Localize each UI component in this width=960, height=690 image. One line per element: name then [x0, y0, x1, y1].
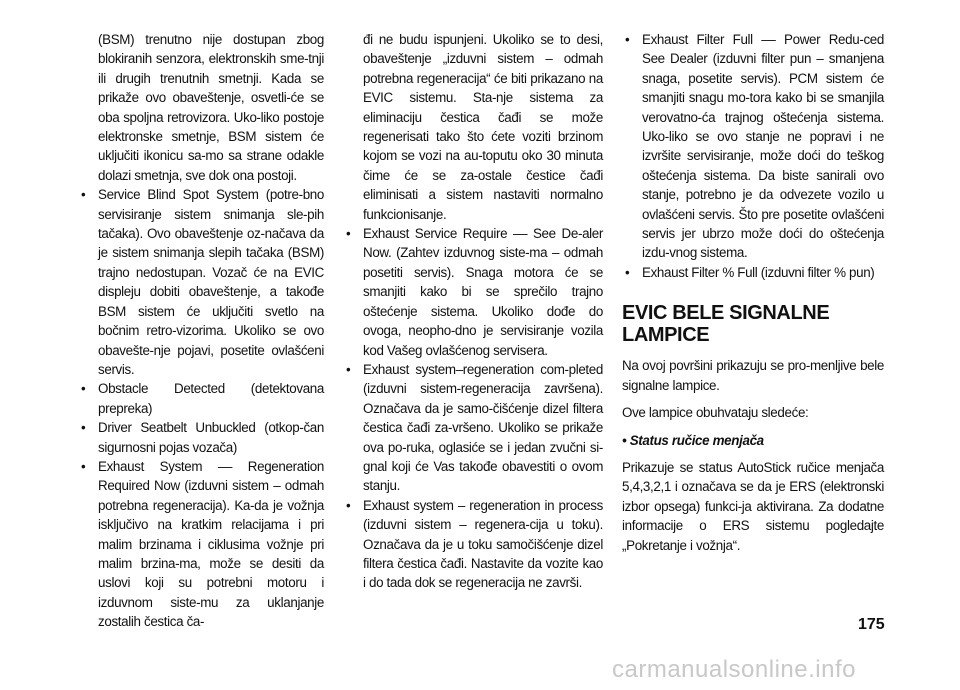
bullet-glyph: • [625, 32, 630, 47]
bullet-item [78, 457, 324, 632]
bullet-item [78, 379, 324, 418]
lead-paragraph: Ove lampice obuhvataju sledeće: [622, 405, 809, 421]
watermark: carmanualsonline.info [612, 656, 856, 683]
page-number: 175 [858, 616, 885, 633]
bullet-item [343, 496, 603, 593]
text-column-left [78, 30, 324, 632]
body-paragraph: Prikazuje se status AutoStick ručice menjača 5,4,3,2,1 i označava se da je ERS (elektronski izbor opsega) funkci-ja aktivirana. Za dodatne informacije o ERS sistemu pogledajte „Pokretanje i vožnja“. [622, 459, 884, 553]
bullet-item [622, 30, 884, 263]
bullet-text: Exhaust system–regeneration com-pleted (izduvni sistem-regeneracija završena). Označava da je samo-čišćenje dizel filtera čestica čađi za-vršeno. Ukoliko se prikaže ova po-ruka, oglasiće se i jedan zvučni si-gnal koji će Vas takođe obavestiti o ovom stanju. [363, 361, 603, 494]
text-column-right [622, 30, 884, 555]
bullet-glyph: • [625, 264, 630, 280]
bullet-item [78, 185, 324, 379]
bullet-glyph: • [81, 458, 86, 474]
bullet-text: Driver Seatbelt Unbuckled (otkop-čan sigurnosni pojas vozača) [98, 420, 324, 455]
bullet-glyph: • [346, 361, 351, 377]
bullet-item [343, 224, 603, 360]
bullet-glyph: • [346, 497, 351, 513]
bullet-glyph: • [81, 420, 86, 436]
section-heading: EVIC BELE SIGNALNE LAMPICE [622, 302, 830, 347]
paragraph-continuation: (BSM) trenutno nije dostupan zbog blokiranih senzora, elektronskih sme-tnji ili drugih trenutnih smetnji. Kada se prikaže ovo obaveštenje, osvetli-će se oba spoljna retrovizora. Uko-liko postoje elektronske smetnje, BSM sistem će uključiti ikonicu sa-mo sa strane odakle dolazi smetnja, sve dok ona postoji. [98, 32, 324, 183]
bullet-item [78, 418, 324, 457]
paragraph-continuation: đi ne budu ispunjeni. Ukoliko se to desi, obaveštenje „izduvni sistem – odmah potrebna regeneracija“ će biti prikazano na EVIC sistemu. Sta-nje sistema za eliminaciju čestica čađi se može regenerisati tako što ćete voziti brzinom kojom se vozi na au-toputu oko 30 minuta čime će se za-ostale čestice čađi eliminisati a sistem nastaviti normalno funkcionisanje. [363, 32, 603, 222]
bullet-text: Exhaust Service Require –– See De-aler Now. (Zahtev izduvnog siste-ma – odmah posetiti servis). Snaga motora će se smanjiti kako bi se sprečilo trajno oštećenje sistema. Ukoliko dođe do ovoga, neopho-dno je servisiranje vozila kod Vašeg ovlašćenog servisera. [363, 226, 603, 358]
bullet-text: Obstacle Detected (detektovana prepreka) [98, 381, 324, 416]
bullet-item [343, 360, 603, 496]
bullet-text: Exhaust system – regeneration in process (izduvni sistem – regenera-cija u toku). Označava da je u toku samočišćenje dizel filtera čestica čađi. Nastavite da vozite kao i do tada dok se regeneracija ne završi. [363, 497, 603, 591]
bullet-text: Service Blind Spot System (potre-bno servisiranje sistem snimanja sle-pih tačaka). Ovo obaveštenje oz-načava da je sistem snimanja slepih tačaka (BSM) trajno nedostupan. Vozač će na EVIC displeju dobiti obaveštenje, a takođe BSM sistem će uključiti svetlo na bočnim retro-vizorima. Ukoliko se ovo obavešte-nje pojavi, posetite ovlašćeni servis. [98, 187, 324, 377]
bullet-text: Exhaust System –– Regeneration Required Now (izduvni sistem – odmah potrebna regeneracija). Ka-da je vožnja isključivo na kratkim relacijama i pri malim brzinama i ciklusima vožnje pri malim brzina-ma, može se desiti da uslovi koji su potrebni motoru i izduvnom siste-mu za uklanjanje zostalih čestica ča- [98, 458, 324, 630]
subheading: • Status ručice menjača [622, 432, 764, 448]
bullet-item [622, 263, 884, 282]
bullet-glyph: • [346, 226, 351, 242]
text-column-middle [343, 30, 603, 593]
bullet-text: Exhaust Filter % Full (izduvni filter % pun) [642, 264, 875, 280]
bullet-text: Exhaust Filter Full –– Power Redu-ced See Dealer (izduvni filter pun – smanjena snaga, posetite servis). PCM sistem će smanjiti snagu mo-tora kako bi se smanjila verovatno-ća trajnog oštećenja sistema. Uko-liko se ovo stanje ne popravi i ne izvršite servisiranje, može doći do teškog oštećenja sistema. Da biste sanirali ovo stanje, potrebno je da odvezete vozilo u ovlašćeni servis. Što pre posetite ovlašćeni servis jer ubrzo može doći do oštećenja izdu-vnog sistema. [642, 32, 884, 261]
intro-paragraph: Na ovoj površini prikazuju se pro-menljive bele signalne lampice. [622, 358, 884, 393]
bullet-glyph: • [81, 187, 86, 203]
bullet-glyph: • [81, 381, 86, 397]
